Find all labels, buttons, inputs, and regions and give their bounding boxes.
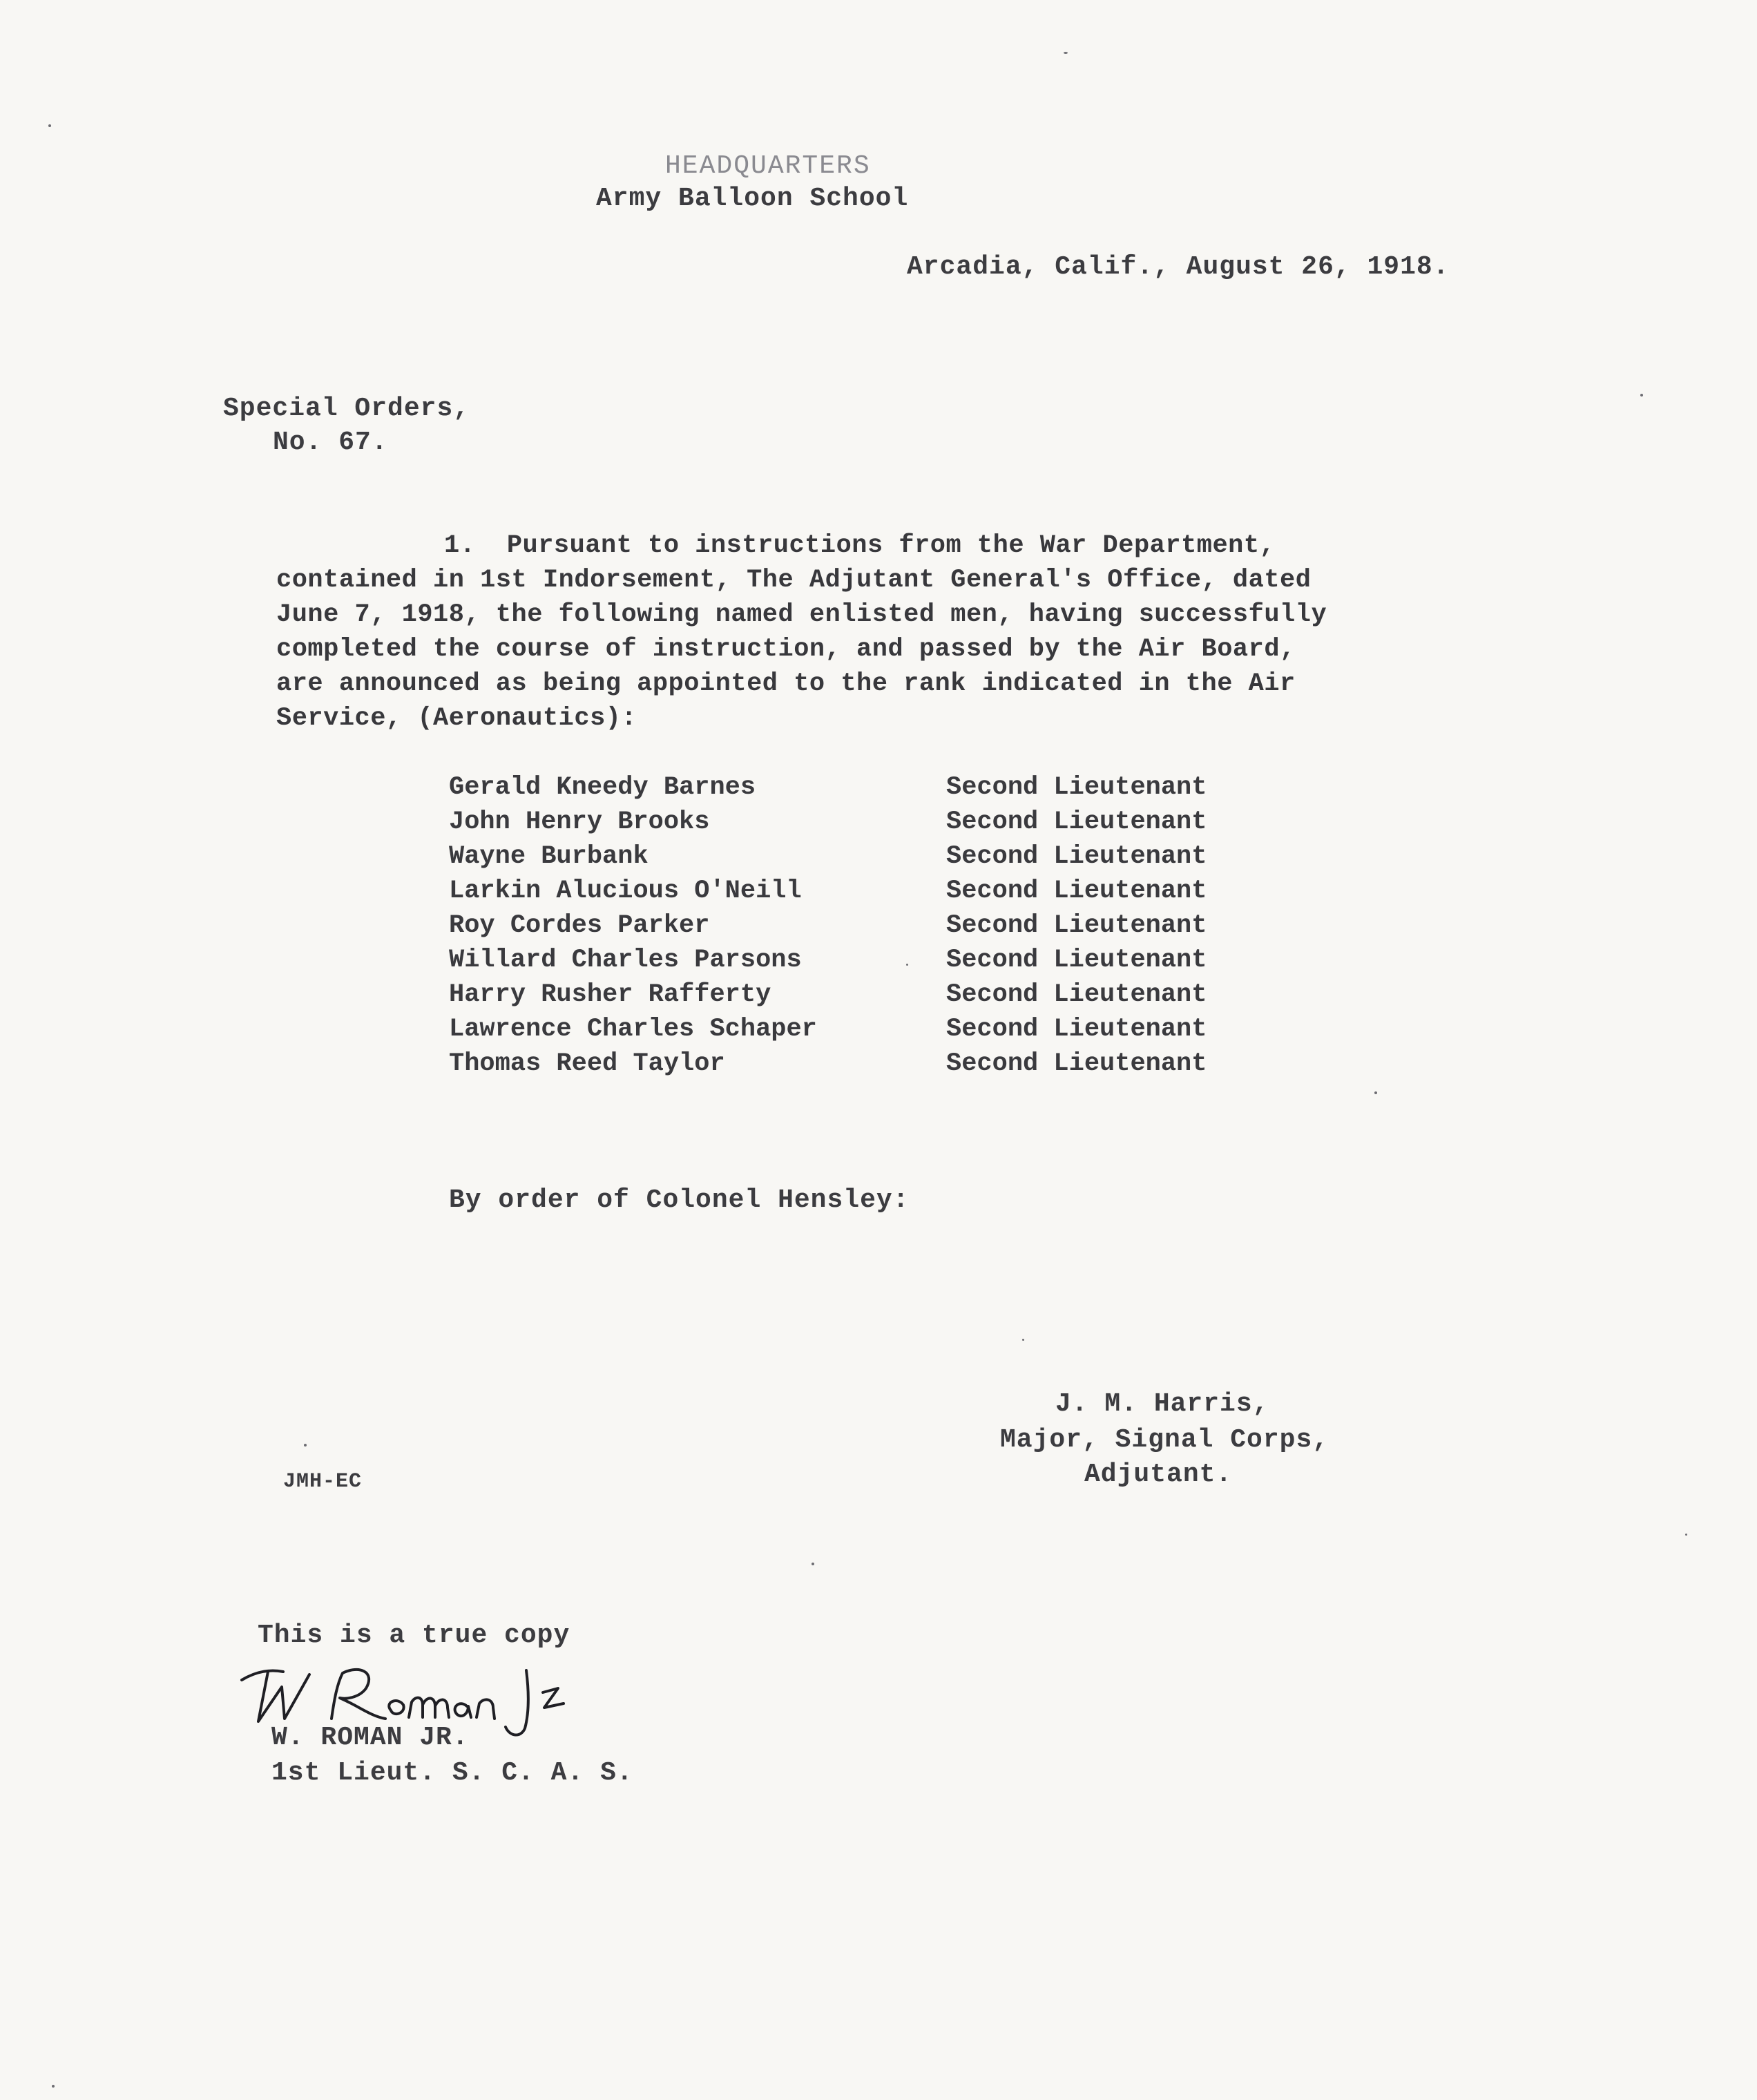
paragraph-line: Service, (Aeronautics): — [276, 704, 637, 733]
paper-speck — [1374, 1091, 1377, 1094]
appointee-name: Lawrence Charles Schaper — [449, 1015, 817, 1044]
appointee-name: Wayne Burbank — [449, 842, 649, 871]
signer-name: J. M. Harris, — [1055, 1389, 1269, 1419]
paper-speck — [304, 1444, 307, 1447]
special-orders-number: No. 67. — [273, 428, 388, 457]
order-paragraph — [276, 528, 1437, 736]
appointee-rank: Second Lieutenant — [946, 1049, 1207, 1078]
appointee-row — [449, 1047, 1278, 1081]
special-orders-title: Special Orders, — [223, 394, 470, 423]
paragraph-line: are announced as being appointed to the rank indicated in the Air — [276, 669, 1296, 698]
dateline: Arcadia, Calif., August 26, 1918. — [907, 252, 1450, 282]
appointee-rank: Second Lieutenant — [946, 842, 1207, 871]
appointee-name: John Henry Brooks — [449, 808, 710, 837]
appointee-name: Willard Charles Parsons — [449, 946, 802, 975]
paragraph-line: completed the course of instruction, and passed by the Air Board, — [276, 635, 1296, 664]
appointee-row — [449, 908, 1278, 943]
headquarters-heading: HEADQUARTERS — [665, 151, 871, 181]
certifier-name: W. ROMAN JR. — [271, 1723, 469, 1753]
paper-speck — [1685, 1534, 1687, 1536]
appointee-name: Harry Rusher Rafferty — [449, 980, 771, 1009]
paper-speck — [906, 964, 908, 966]
appointee-row — [449, 874, 1278, 908]
paper-speck — [812, 1563, 814, 1565]
appointee-rank: Second Lieutenant — [946, 1015, 1207, 1044]
appointee-row — [449, 943, 1278, 977]
signer-title: Major, Signal Corps, — [1000, 1425, 1329, 1455]
appointee-rank: Second Lieutenant — [946, 946, 1207, 975]
appointee-row — [449, 1012, 1278, 1047]
appointee-row — [449, 839, 1278, 874]
appointee-row — [449, 770, 1278, 805]
paper-speck — [52, 2085, 55, 2088]
paper-speck — [1022, 1339, 1024, 1341]
appointee-row — [449, 805, 1278, 839]
by-order-line: By order of Colonel Hensley: — [449, 1185, 910, 1215]
paper-speck — [48, 124, 51, 127]
signer-role: Adjutant. — [1084, 1460, 1233, 1489]
appointee-name: Gerald Kneedy Barnes — [449, 773, 756, 802]
true-copy-statement: This is a true copy — [258, 1621, 570, 1650]
appointee-row — [449, 977, 1278, 1012]
appointee-rank: Second Lieutenant — [946, 911, 1207, 940]
appointee-rank: Second Lieutenant — [946, 808, 1207, 837]
appointee-name: Roy Cordes Parker — [449, 911, 710, 940]
appointee-rank: Second Lieutenant — [946, 773, 1207, 802]
reference-initials: JMH-EC — [283, 1470, 363, 1493]
appointee-name: Larkin Alucious O'Neill — [449, 877, 802, 906]
appointee-rank: Second Lieutenant — [946, 877, 1207, 906]
paragraph-line: contained in 1st Indorsement, The Adjutant General's Office, dated — [276, 566, 1312, 595]
paper-speck — [1064, 52, 1068, 54]
appointee-list — [449, 770, 1278, 1081]
appointee-rank: Second Lieutenant — [946, 980, 1207, 1009]
unit-name: Army Balloon School — [596, 184, 909, 213]
paper-speck — [1640, 394, 1643, 397]
paragraph-line: June 7, 1918, the following named enlisted men, having successfully — [276, 600, 1327, 629]
paragraph-line: 1. Pursuant to instructions from the War Department, — [444, 531, 1276, 560]
certifier-rank: 1st Lieut. S. C. A. S. — [271, 1758, 633, 1788]
appointee-name: Thomas Reed Taylor — [449, 1049, 725, 1078]
